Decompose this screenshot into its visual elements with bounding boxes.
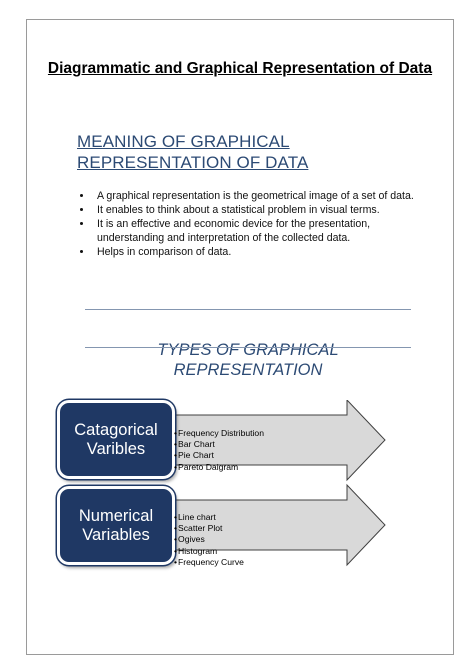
section-heading-types: TYPES OF GRAPHICAL REPRESENTATION <box>157 341 339 379</box>
bullet-item: • It enables to think about a statistical problem in visual terms. <box>93 203 437 217</box>
bullet-item: • A graphical representation is the geometrical image of a set of data. <box>93 189 437 203</box>
numerical-items-list <box>174 512 244 568</box>
divider-bottom <box>85 347 411 348</box>
numerical-variables-box: Numerical Variables <box>57 486 175 565</box>
list-item: • Line chart <box>174 512 244 523</box>
document-page <box>26 19 454 655</box>
bullet-item: • It is an effective and economic device for the presentation, understanding and interpretation of the collected data. <box>93 217 437 245</box>
document-title: Diagrammatic and Graphical Representation of Data <box>47 60 433 77</box>
categorical-items-list <box>174 428 264 473</box>
list-item: • Frequency Curve <box>174 557 244 568</box>
divider-top <box>85 309 411 310</box>
list-item: • Pareto Daigram <box>174 462 264 473</box>
list-item: • Bar Chart <box>174 439 264 450</box>
bullet-item: • Helps in comparison of data. <box>93 245 437 259</box>
representation-diagram <box>57 400 387 600</box>
list-item: • Ogives <box>174 534 244 545</box>
list-item: • Scatter Plot <box>174 523 244 534</box>
list-item: • Frequency Distribution <box>174 428 264 439</box>
list-item: • Pie Chart <box>174 450 264 461</box>
list-item: • Histogram <box>174 546 244 557</box>
meaning-bullet-list <box>79 189 437 259</box>
section-heading-meaning: MEANING OF GRAPHICAL REPRESENTATION OF DATA <box>77 132 309 172</box>
categorical-variables-box: Catagorical Varibles <box>57 400 175 479</box>
